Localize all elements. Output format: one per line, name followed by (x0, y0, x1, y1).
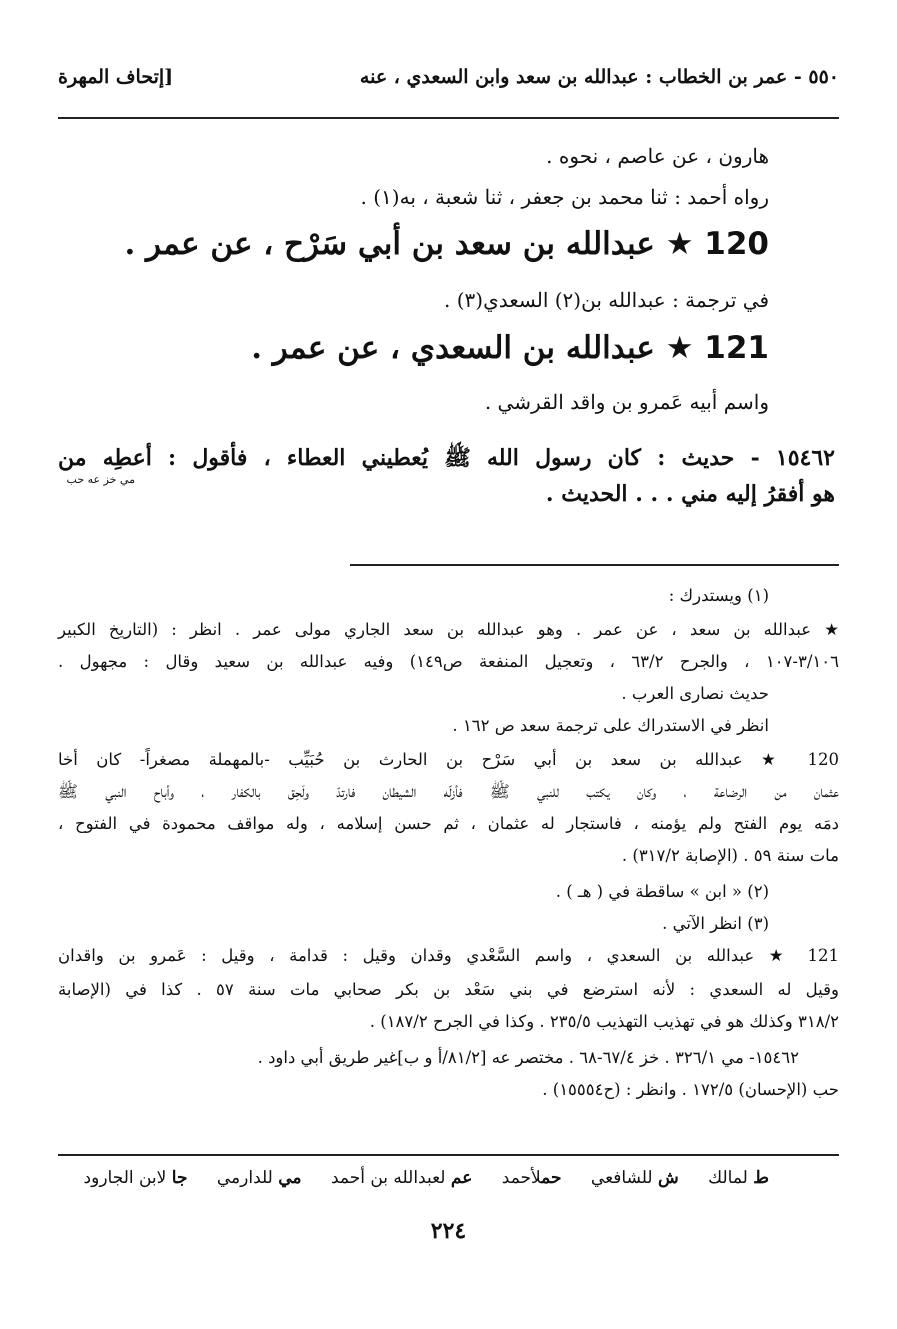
hadith-line: هو أفقرُ إليه مني . . . الحديث . (545, 481, 835, 507)
sigla-item: ش للشافعي (590, 1168, 679, 1188)
footnote-line: انظر في الاستدراك على ترجمة سعد ص ١٦٢ . (452, 716, 769, 735)
entry-120-note: في ترجمة : عبدالله بن(٢) السعدي(٣) . (444, 288, 769, 312)
footnote-line: ٣/١٠٦-١٠٧ ، والجرح ٦٣/٢ ، وتعجيل المنفعة ص١٤٩) وفيه عبدالله بن سعيد وقال : مجهول . (58, 652, 839, 671)
footnote-line: حب (الإحسان) ١٧٢/٥ . وانظر : (ح١٥٥٥٤) . (542, 1080, 839, 1099)
hadith-15462 (58, 440, 835, 512)
footnote-line: ★ عبدالله بن سعد ، عن عمر . وهو عبدالله بن سعد الجاري مولى عمر . انظر : (التاريخ الكبير (58, 620, 839, 639)
footnote-line: مات سنة ٥٩ . (الإصابة ٣١٧/٢) . (621, 846, 839, 865)
sigla-item: مي للدارمي (216, 1168, 302, 1188)
running-head-title: ٥٥٠ - عمر بن الخطاب : عبدالله بن سعد وابن السعدي ، عنه (359, 66, 839, 88)
page-number: ٢٢٤ (430, 1218, 467, 1244)
footnote-line: دمَه يوم الفتح ولم يؤمنه ، فاستجار له عثمان ، ثم حسن إسلامه ، وله مواقف محمودة في الفتوح ، (58, 814, 839, 833)
sigla-item: عم لعبدالله بن أحمد (330, 1168, 473, 1188)
entry-number: 120 (704, 226, 769, 262)
hadith-line: ١٥٤٦٢ - حديث : كان رسول الله ﷺ يُعطيني العطاء ، فأقول : أعطِه من (58, 445, 835, 471)
footnote-line: (٣) انظر الآتي . (662, 914, 769, 933)
text-line: هارون ، عن عاصم ، نحوه . (546, 144, 769, 168)
footnote-line: حديث نصارى العرب . (621, 684, 769, 703)
star-icon: ★ (665, 330, 694, 366)
footnote-line: 121 ★ عبدالله بن السعدي ، واسم السَّعْدي وقدان وقيل : قدامة ، وقيل : عَمرو بن واقدان (58, 946, 839, 965)
footnote-rule (350, 564, 839, 566)
star-icon: ★ (665, 226, 694, 262)
text-line: رواه أحمد : ثنا محمد بن جعفر ، ثنا شعبة ، به(١) . (360, 185, 769, 209)
footnote-line: 120 ★ عبدالله بن سعد بن أبي سَرْح بن الحارث بن حُبَيِّب -بالمهملة مصغراً- كان أخا (58, 750, 839, 769)
footnote-line: (٢) « ابن » ساقطة في ( هـ ) . (555, 882, 769, 901)
hadith-sigla: مي خز عه حب (66, 473, 135, 486)
footnote-line: وقيل له السعدي : لأنه استرضع في بني سَعْد بن بكر صحابي مات سنة ٥٧ . كذا في (الإصابة (58, 980, 839, 999)
sigla-item: ط لمالك (708, 1168, 769, 1188)
entry-number: 121 (704, 330, 769, 366)
sigla-key (58, 1168, 769, 1188)
footnote-line: (١) ويستدرك : (668, 586, 769, 605)
entry-121-heading (251, 330, 769, 366)
header-rule (58, 117, 839, 119)
entry-title: عبدالله بن السعدي ، عن عمر . (251, 330, 655, 366)
footnote-line: عثمان من الرضاعة ، وكان يكتب للنبي ﷺ فأزلّه الشيطان فارتدّ ولَحِق بالكفار ، وأباح النبي ﷺ (58, 782, 839, 801)
entry-title: عبدالله بن سعد بن أبي سَرْح ، عن عمر . (124, 226, 655, 262)
sigla-key-rule (58, 1154, 839, 1156)
sigla-item: حملأحمد (501, 1168, 562, 1188)
footnote-line: ١٥٤٦٢- مي ٣٢٦/١ . خز ٦٧/٤-٦٨ . مختصر عه [٨١/٢/أ و ب]غير طريق أبي داود . (257, 1048, 799, 1067)
running-head-book: [إتحاف المهرة (58, 66, 174, 88)
footnote-line: ٣١٨/٢ وكذلك هو في تهذيب التهذيب ٢٣٥/٥ . وكذا في الجرح ١٨٧/٢) . (369, 1012, 839, 1031)
entry-120-heading (124, 226, 769, 262)
running-head (58, 62, 839, 102)
entry-121-note: واسم أبيه عَمرو بن واقد القرشي . (484, 390, 769, 414)
hadith-second-row (58, 473, 835, 512)
sigla-item: جا لابن الجارود (83, 1168, 188, 1188)
